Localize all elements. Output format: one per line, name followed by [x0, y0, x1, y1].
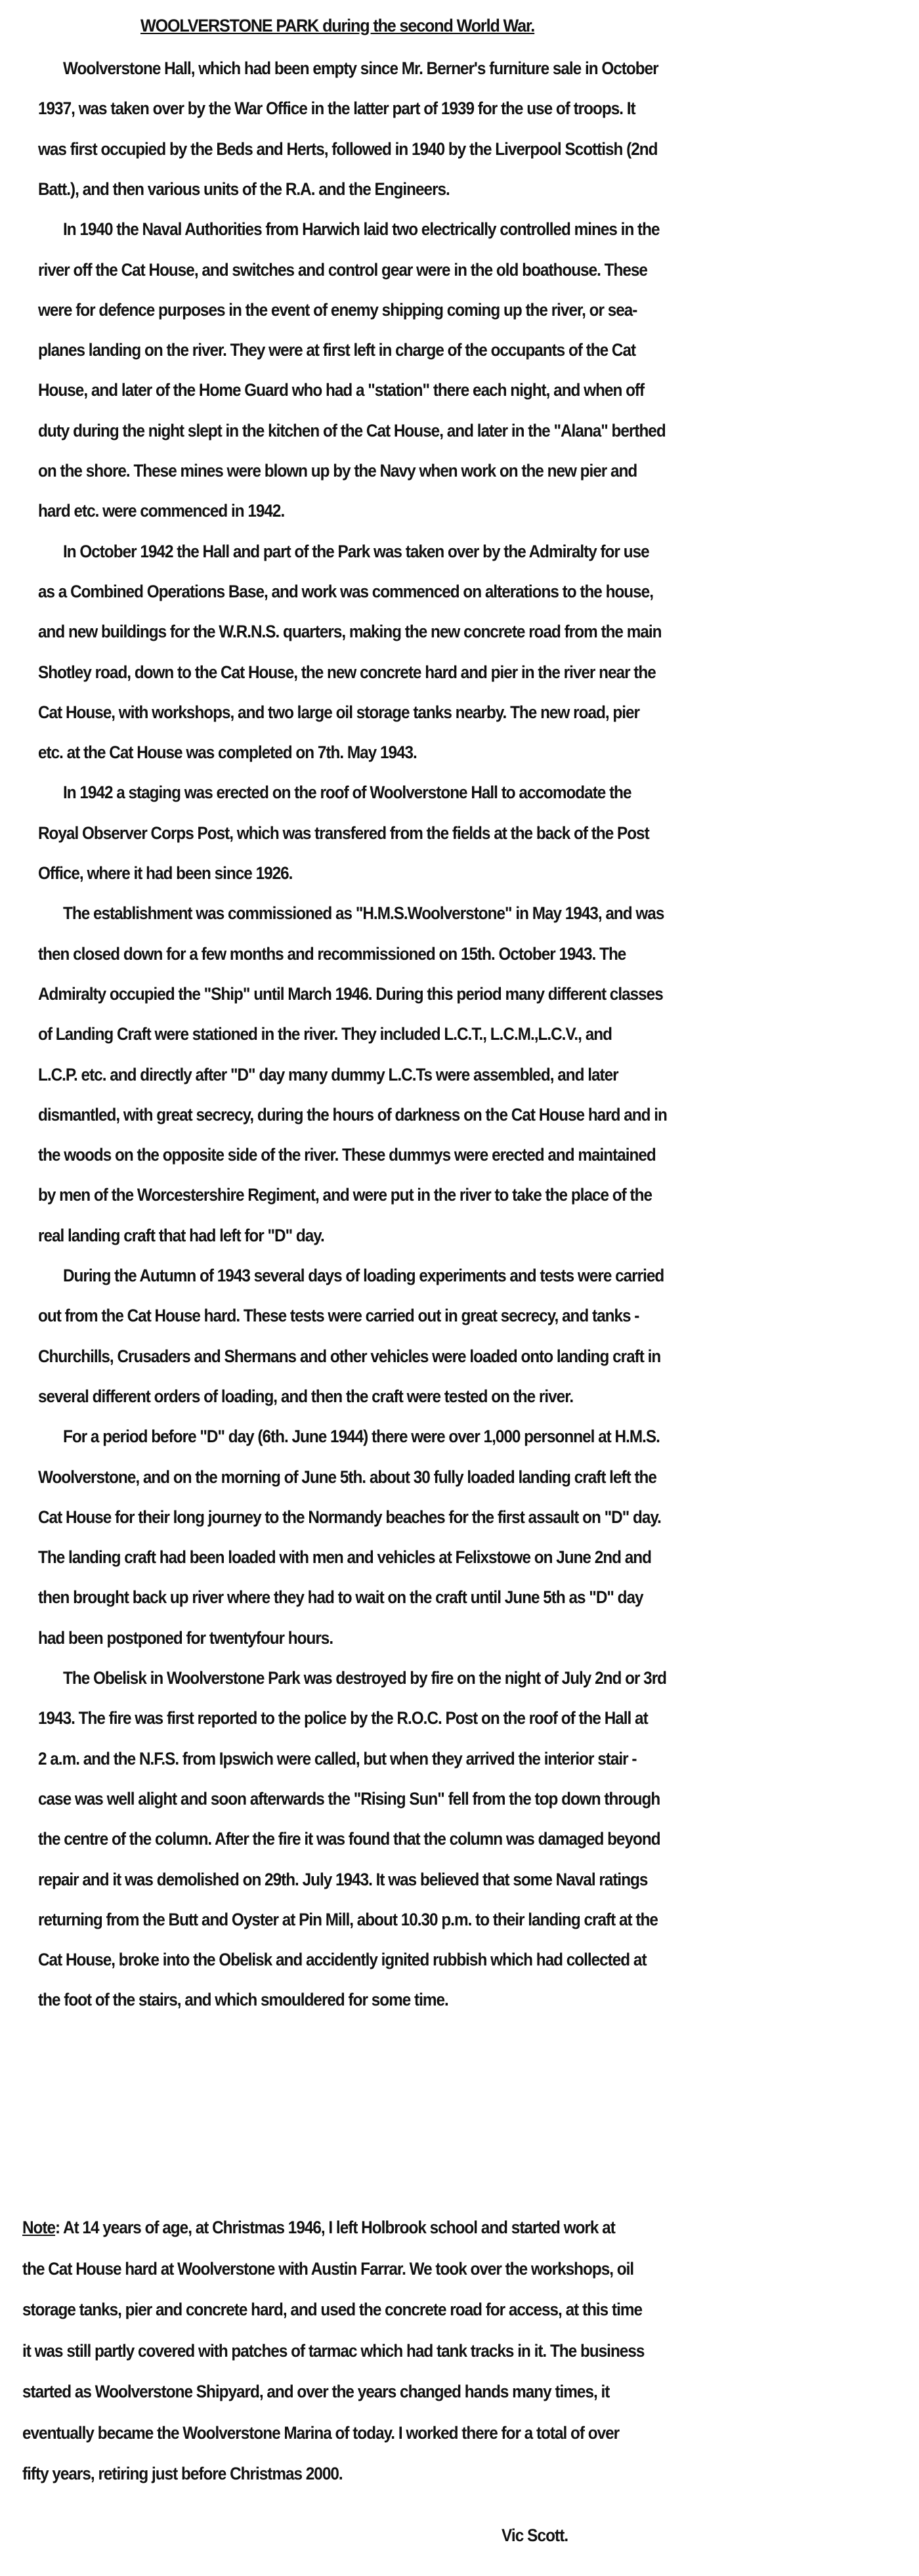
text-line: Office, where it had been since 1926. [38, 863, 293, 883]
text-line: the woods on the opposite side of the river. These dummys were erected and maintained [38, 1145, 656, 1165]
text-line: repair and it was demolished on 29th. July 1943. It was believed that some Naval ratings [38, 1869, 648, 1889]
text-line: by men of the Worcestershire Regiment, and were put in the river to take the place of the [38, 1185, 652, 1205]
text-line: several different orders of loading, and then the craft were tested on the river. [38, 1386, 574, 1406]
note-text: : At 14 years of age, at Christmas 1946, I left Holbrook school and started work at [55, 2218, 615, 2237]
text-line: duty during the night slept in the kitchen of the Cat House, and later in the "Alana" berthed [38, 420, 666, 440]
text-line: The establishment was commissioned as "H.M.S.Woolverstone" in May 1943, and was [63, 903, 664, 924]
text-line: on the shore. These mines were blown up by the Navy when work on the new pier and [38, 461, 637, 481]
text-line: 2 a.m. and the N.F.S. from Ipswich were called, but when they arrived the interior stair - [38, 1748, 637, 1769]
text-line: then closed down for a few months and recommissioned on 15th. October 1943. The [38, 943, 626, 964]
note-line: eventually became the Woolverstone Marina of today. I worked there for a total of over [22, 2422, 620, 2443]
text-line: had been postponed for twentyfour hours. [38, 1627, 333, 1648]
text-line: Churchills, Crusaders and Shermans and other vehicles were loaded onto landing craft in [38, 1346, 661, 1366]
text-line: In October 1942 the Hall and part of the Park was taken over by the Admiralty for use [63, 541, 649, 561]
text-line: Royal Observer Corps Post, which was transfered from the fields at the back of the Post [38, 823, 649, 843]
text-line: the centre of the column. After the fire it was found that the column was damaged beyond [38, 1829, 660, 1849]
note-label: Note [22, 2218, 56, 2237]
note-line [22, 2217, 615, 2238]
text-line: For a period before "D" day (6th. June 1944) there were over 1,000 personnel at H.M.S. [63, 1427, 660, 1447]
note-line: fifty years, retiring just before Christmas 2000. [22, 2464, 343, 2483]
note-line: it was still partly covered with patches of tarmac which had tank tracks in it. The business [22, 2340, 645, 2361]
text-line: During the Autumn of 1943 several days of loading experiments and tests were carried [63, 1266, 664, 1285]
text-line: The Obelisk in Woolverstone Park was destroyed by fire on the night of July 2nd or 3rd [63, 1668, 667, 1688]
text-line: L.C.P. etc. and directly after "D" day many dummy L.C.Ts were assembled, and later [38, 1064, 618, 1084]
text-line: Woolverstone, and on the morning of June 5th. about 30 fully loaded landing craft left the [38, 1467, 656, 1487]
text-line: and new buildings for the W.R.N.S. quarters, making the new concrete road from the main [38, 622, 662, 642]
text-line: then brought back up river where they had to wait on the craft until June 5th as "D" day [38, 1587, 643, 1608]
text-line: of Landing Craft were stationed in the river. They included L.C.T., L.C.M.,L.C.V., and [38, 1024, 612, 1044]
text-line: 1943. The fire was first reported to the police by the R.O.C. Post on the roof of the Hall at [38, 1708, 648, 1728]
text-line: case was well alight and soon afterwards the "Rising Sun" fell from the top down through [38, 1788, 660, 1809]
signature: Vic Scott. [502, 2525, 568, 2545]
text-line: the foot of the stairs, and which smouldered for some time. [38, 1990, 448, 2010]
text-line: dismantled, with great secrecy, during the hours of darkness on the Cat House hard and in [38, 1104, 667, 1125]
text-line: In 1940 the Naval Authorities from Harwich laid two electrically controlled mines in the [63, 219, 660, 240]
text-line: Batt.), and then various units of the R.A. and the Engineers. [38, 179, 450, 199]
text-line: river off the Cat House, and switches and control gear were in the old boathouse. These [38, 259, 647, 280]
text-line: returning from the Butt and Oyster at Pin Mill, about 10.30 p.m. to their landing craft at the [38, 1909, 658, 1929]
text-line: The landing craft had been loaded with men and vehicles at Felixstowe on June 2nd and [38, 1547, 651, 1568]
text-line: hard etc. were commenced in 1942. [38, 501, 285, 521]
text-line: Shotley road, down to the Cat House, the new concrete hard and pier in the river near the [38, 662, 656, 682]
text-line: 1937, was taken over by the War Office in the latter part of 1939 for the use of troops. It [38, 98, 635, 119]
text-line: were for defence purposes in the event of enemy shipping coming up the river, or sea- [38, 299, 637, 320]
text-line: etc. at the Cat House was completed on 7th. May 1943. [38, 742, 417, 763]
text-line: as a Combined Operations Base, and work was commenced on alterations to the house, [38, 581, 653, 601]
text-line: was first occupied by the Beds and Herts, followed in 1940 by the Liverpool Scottish (2nd [38, 139, 658, 159]
note-line: storage tanks, pier and concrete hard, and used the concrete road for access, at this time [22, 2300, 642, 2319]
text-line: In 1942 a staging was erected on the roof of Woolverstone Hall to accomodate the [63, 783, 631, 803]
note-line: the Cat House hard at Woolverstone with Austin Farrar. We took over the workshops, oil [22, 2258, 634, 2279]
document-title: WOOLVERSTONE PARK during the second World War. [140, 16, 535, 35]
text-line: Cat House, with workshops, and two large oil storage tanks nearby. The new road, pier [38, 702, 639, 722]
text-line: real landing craft that had left for "D" day. [38, 1225, 324, 1245]
text-line: House, and later of the Home Guard who had a "station" there each night, and when off [38, 380, 645, 400]
text-line: Cat House for their long journey to the Normandy beaches for the first assault on "D" day. [38, 1507, 661, 1527]
text-line: Woolverstone Hall, which had been empty since Mr. Berner's furniture sale in October [63, 58, 658, 78]
text-line: planes landing on the river. They were at first left in charge of the occupants of the Cat [38, 340, 636, 360]
note-line: started as Woolverstone Shipyard, and over the years changed hands many times, it [22, 2382, 610, 2401]
text-line: out from the Cat House hard. These tests were carried out in great secrecy, and tanks - [38, 1306, 639, 1326]
text-line: Admiralty occupied the "Ship" until March 1946. During this period many different classes [38, 983, 663, 1004]
text-line: Cat House, broke into the Obelisk and accidently ignited rubbish which had collected at [38, 1950, 647, 1970]
